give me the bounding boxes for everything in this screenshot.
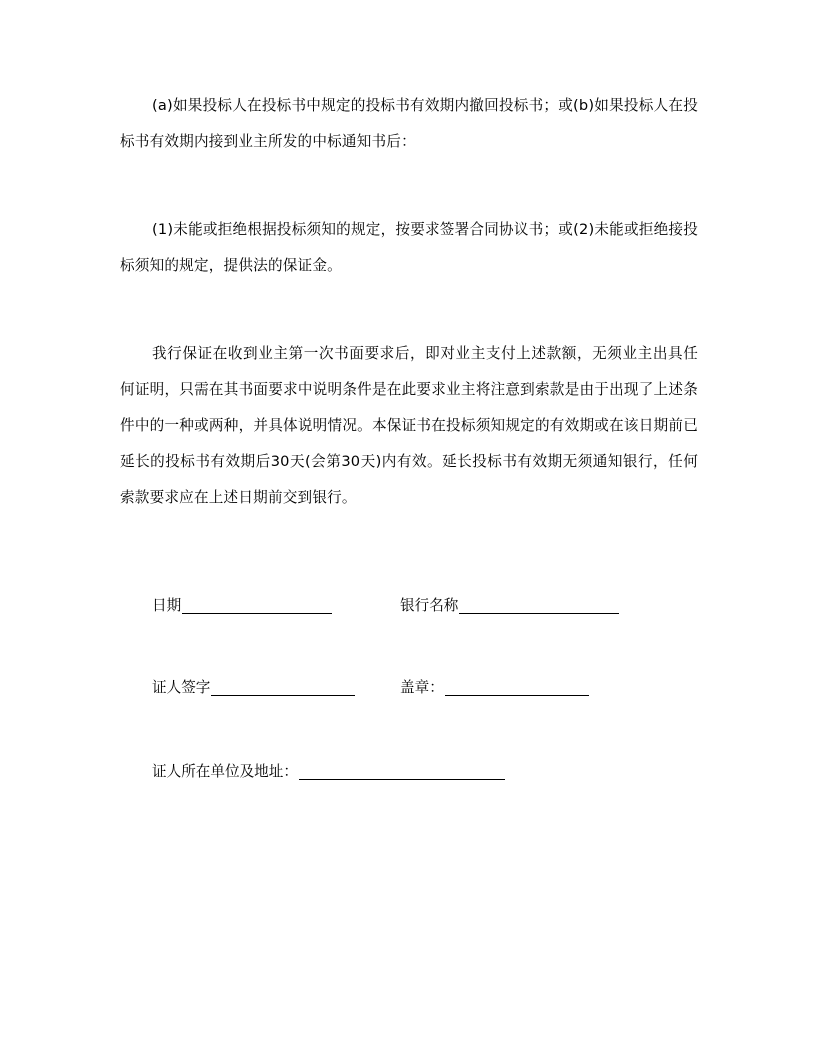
paragraph-withdrawal-condition: (a)如果投标人在投标书中规定的投标书有效期内撤回投标书；或(b)如果投标人在投标书有效期内接到业主所发的中标通知书后： <box>120 97 698 150</box>
date-blank-line[interactable] <box>182 599 332 614</box>
witness-signature-label: 证人签字 <box>152 679 211 696</box>
witness-address-label: 证人所在单位及地址： <box>152 763 298 780</box>
bank-name-blank-line[interactable] <box>459 599 619 614</box>
witness-address-field <box>152 760 505 782</box>
seal-label: 盖章： <box>400 679 444 696</box>
bank-name-label: 银行名称 <box>400 597 459 614</box>
date-field <box>152 594 332 616</box>
paragraph-refusal-condition: (1)未能或拒绝根据投标须知的规定，按要求签署合同协议书；或(2)未能或拒绝接投标须知的规定，提供法的保证金。 <box>120 221 698 274</box>
paragraph-bank-guarantee: 我行保证在收到业主第一次书面要求后，即对业主支付上述款额，无须业主出具任何证明，只需在其书面要求中说明条件是在此要求业主将注意到索款是由于出现了上述条件中的一种或两种，并具体说明情况。本保证书在投标须知规定的有效期或在该日期前已延长的投标书有效期后30天(会第30天)内有效。延长投标书有效期无须通知银行，任何索款要求应在上述日期前交到银行。 <box>120 345 698 506</box>
witness-signature-field <box>152 676 355 698</box>
bank-name-field <box>400 594 619 616</box>
seal-field <box>400 676 589 698</box>
witness-address-blank-line[interactable] <box>299 765 505 780</box>
date-label: 日期 <box>152 597 182 614</box>
seal-blank-line[interactable] <box>445 681 589 696</box>
witness-signature-blank-line[interactable] <box>211 681 355 696</box>
